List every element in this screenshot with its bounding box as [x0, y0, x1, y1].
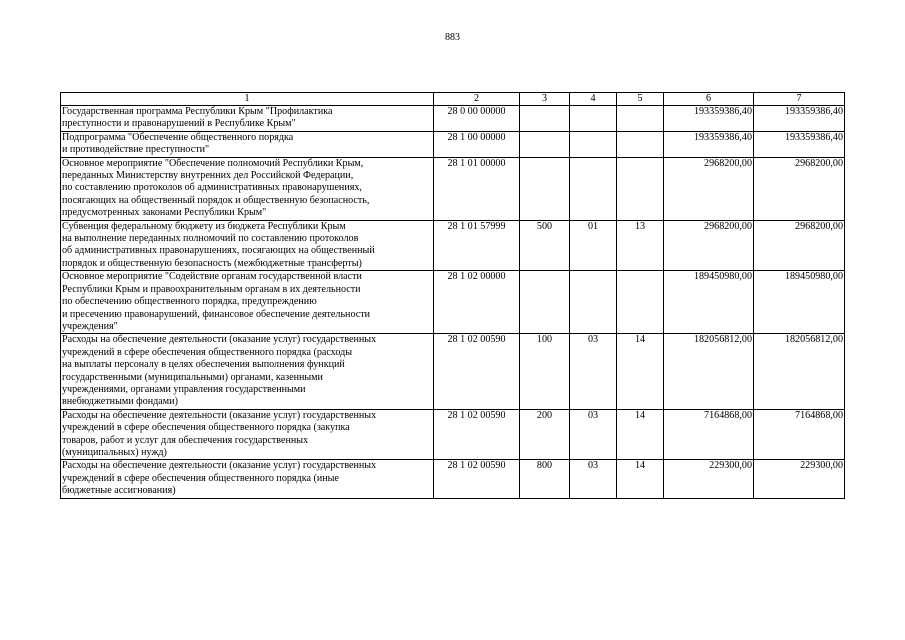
row-amount-6: 2968200,00 — [664, 220, 754, 271]
table-row — [61, 106, 845, 132]
table-row — [61, 334, 845, 409]
col-header-7: 7 — [754, 93, 845, 106]
row-section — [570, 271, 617, 334]
row-section — [570, 106, 617, 132]
col-header-5: 5 — [617, 93, 664, 106]
row-name: Государственная программа Республики Крым "Профилактика преступности и правонарушений в Республике Крым" — [61, 106, 434, 132]
col-header-4: 4 — [570, 93, 617, 106]
table-row — [61, 409, 845, 460]
table-row — [61, 131, 845, 157]
row-amount-6: 193359386,40 — [664, 106, 754, 132]
row-expense-type: 200 — [520, 409, 570, 460]
row-amount-7: 182056812,00 — [754, 334, 845, 409]
row-subsection — [617, 131, 664, 157]
row-subsection — [617, 271, 664, 334]
row-section — [570, 131, 617, 157]
row-section — [570, 157, 617, 220]
row-name: Расходы на обеспечение деятельности (оказание услуг) государственных учреждений в сфере обеспечения общественного порядка (иные бюджетные ассигнования) — [61, 460, 434, 498]
row-name: Расходы на обеспечение деятельности (оказание услуг) государственных учреждений в сфере обеспечения общественного порядка (расходы на выплаты персоналу в целях обеспечения выполнения функций государственными (муниципальными) органами, казенными учреждениями, органами управления государственными внебюджетными фондами) — [61, 334, 434, 409]
row-target-code: 28 1 01 57999 — [434, 220, 520, 271]
table-row — [61, 271, 845, 334]
row-name: Основное мероприятие "Обеспечение полномочий Республики Крым, переданных Министерству внутренних дел Российской Федерации, по составлению протоколов об административных правонарушениях, посягающих на общественный порядок и общественную безопасность, предусмотренных законами Республики Крым" — [61, 157, 434, 220]
row-name: Субвенция федеральному бюджету из бюджета Республики Крым на выполнение переданных полномочий по составлению протоколов об административных правонарушениях, посягающих на общественный порядок и общественную безопасность (межбюджетные трансферты) — [61, 220, 434, 271]
row-amount-6: 182056812,00 — [664, 334, 754, 409]
row-expense-type: 500 — [520, 220, 570, 271]
budget-table — [60, 92, 845, 499]
col-header-1: 1 — [61, 93, 434, 106]
table-row — [61, 157, 845, 220]
col-header-3: 3 — [520, 93, 570, 106]
row-target-code: 28 1 02 00000 — [434, 271, 520, 334]
row-expense-type — [520, 131, 570, 157]
header-row — [61, 93, 845, 106]
row-amount-7: 189450980,00 — [754, 271, 845, 334]
row-name: Подпрограмма "Обеспечение общественного порядка и противодействие преступности" — [61, 131, 434, 157]
row-subsection: 13 — [617, 220, 664, 271]
col-header-2: 2 — [434, 93, 520, 106]
row-name: Основное мероприятие "Содействие органам государственной власти Республики Крым и правоохранительным органам в их деятельности по обеспечению общественного порядка, предупреждению и пресечению правонарушений, финансовое обеспечение деятельности учреждения" — [61, 271, 434, 334]
row-amount-7: 2968200,00 — [754, 157, 845, 220]
row-target-code: 28 1 02 00590 — [434, 460, 520, 498]
row-section: 01 — [570, 220, 617, 271]
row-expense-type: 100 — [520, 334, 570, 409]
row-amount-7: 2968200,00 — [754, 220, 845, 271]
row-subsection — [617, 106, 664, 132]
row-amount-7: 229300,00 — [754, 460, 845, 498]
row-expense-type — [520, 157, 570, 220]
row-amount-7: 193359386,40 — [754, 106, 845, 132]
row-target-code: 28 1 00 00000 — [434, 131, 520, 157]
table-row — [61, 460, 845, 498]
row-expense-type — [520, 271, 570, 334]
row-amount-6: 229300,00 — [664, 460, 754, 498]
row-amount-7: 193359386,40 — [754, 131, 845, 157]
col-header-6: 6 — [664, 93, 754, 106]
row-target-code: 28 0 00 00000 — [434, 106, 520, 132]
row-subsection: 14 — [617, 409, 664, 460]
row-target-code: 28 1 01 00000 — [434, 157, 520, 220]
row-section: 03 — [570, 460, 617, 498]
row-subsection: 14 — [617, 460, 664, 498]
row-expense-type: 800 — [520, 460, 570, 498]
row-subsection: 14 — [617, 334, 664, 409]
row-section: 03 — [570, 409, 617, 460]
row-target-code: 28 1 02 00590 — [434, 334, 520, 409]
row-amount-6: 189450980,00 — [664, 271, 754, 334]
row-amount-6: 7164868,00 — [664, 409, 754, 460]
row-name: Расходы на обеспечение деятельности (оказание услуг) государственных учреждений в сфере обеспечения общественного порядка (закупка товаров, работ и услуг для обеспечения государственных (муниципальных) нужд) — [61, 409, 434, 460]
row-amount-6: 2968200,00 — [664, 157, 754, 220]
row-section: 03 — [570, 334, 617, 409]
table-row — [61, 220, 845, 271]
row-target-code: 28 1 02 00590 — [434, 409, 520, 460]
row-amount-7: 7164868,00 — [754, 409, 845, 460]
row-expense-type — [520, 106, 570, 132]
page-number: 883 — [445, 32, 460, 43]
row-subsection — [617, 157, 664, 220]
row-amount-6: 193359386,40 — [664, 131, 754, 157]
